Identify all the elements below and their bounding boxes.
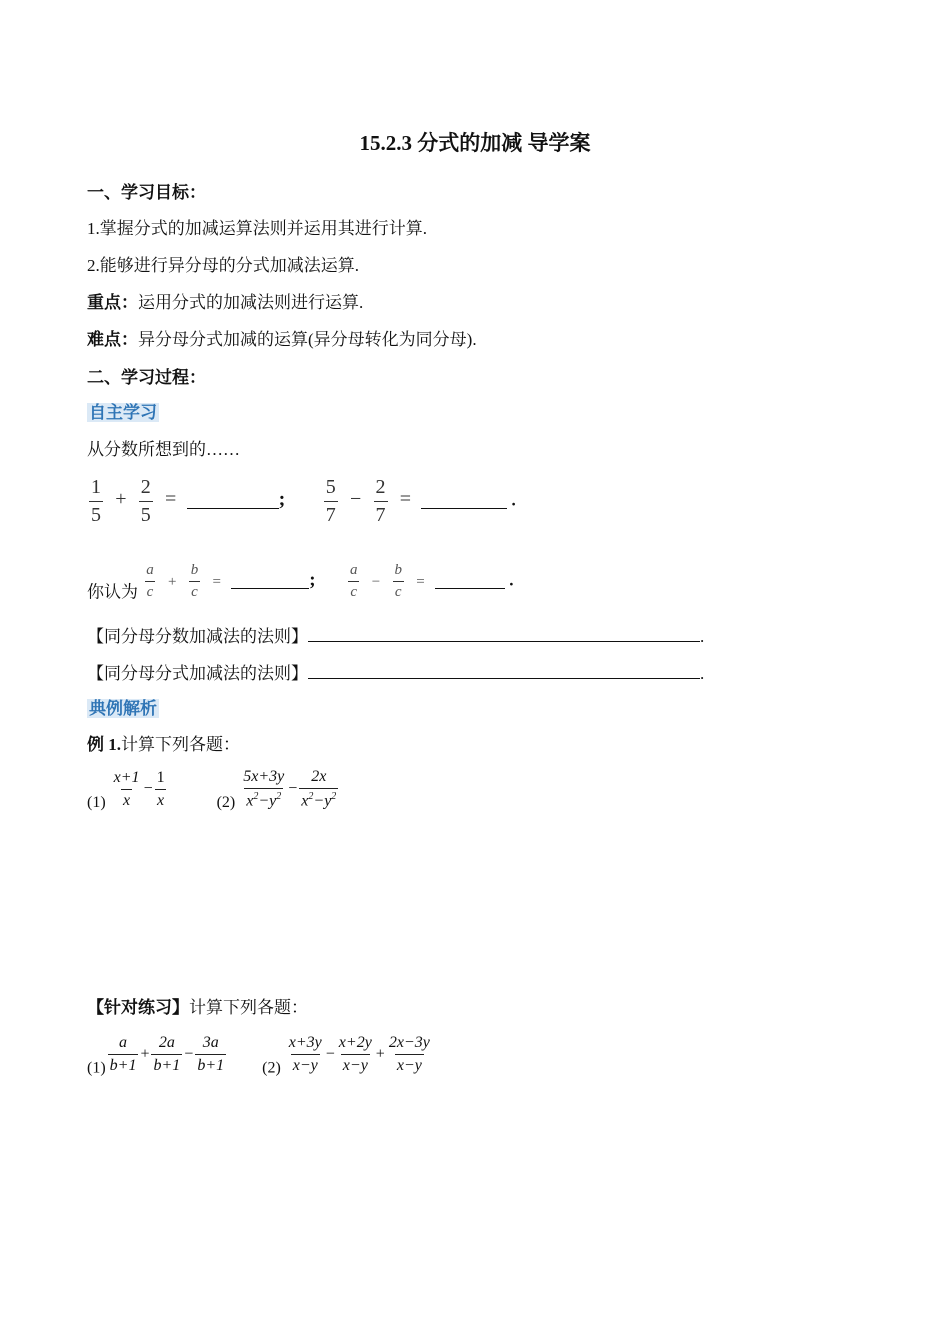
period-mark: . xyxy=(511,490,516,510)
section-heading-goals: 一、学习目标： xyxy=(87,183,206,202)
page-title: 15.2.3 分式的加减 导学案 xyxy=(359,131,591,155)
fraction-x-plus-3y: $\frac{x+3y}{x-y}$ xyxy=(288,1034,322,1075)
numeric-fraction-row xyxy=(87,476,516,527)
minus-sign-6: − xyxy=(325,1045,335,1063)
plus-sign-4: + xyxy=(375,1045,385,1063)
rule-fraction-blank[interactable] xyxy=(308,623,700,642)
fraction-a-over-b-plus-1: $\frac{a}{b+1}$ xyxy=(109,1034,137,1075)
equals-sign-2: = xyxy=(399,488,412,511)
fraction-a-c-2: $\frac{a}{c}$ xyxy=(350,562,358,601)
self-study-heading xyxy=(87,401,159,425)
section-heading-process: 二、学习过程： xyxy=(87,368,206,387)
fraction-b-c: $\frac{b}{c}$ xyxy=(190,562,199,601)
rule-algebraic-blank[interactable] xyxy=(308,660,700,679)
practice-part-1-label: (1) xyxy=(87,1059,106,1077)
semicolon: ; xyxy=(278,488,286,511)
example-1-expressions xyxy=(87,768,340,812)
fraction-1-5: $\frac{1}{5}$ xyxy=(91,476,101,526)
difficult-point-text: 异分母分式加减的运算(异分母转化为同分母). xyxy=(138,330,477,349)
answer-blank-3[interactable] xyxy=(231,574,309,589)
fraction-x-plus-1-over-x: $\frac{x+1}{x}$ xyxy=(113,768,140,810)
practice-line xyxy=(87,996,308,1020)
semicolon-2: ; xyxy=(309,569,316,591)
rule-fraction-line xyxy=(87,623,704,649)
plus-sign-2: + xyxy=(168,573,177,590)
rule-algebraic-label: 【同分母分式加减法的法则】 xyxy=(87,664,308,683)
intro-text: 从分数所想到的…… xyxy=(87,440,240,459)
plus-sign-3: + xyxy=(140,1045,150,1063)
practice-text: 计算下列各题： xyxy=(189,998,308,1017)
fraction-5x-plus-3y: $\frac{5x+3y}{x^2-y^2}$ xyxy=(243,768,285,810)
rule-algebraic-line xyxy=(87,660,704,686)
difficult-point xyxy=(87,328,477,352)
minus-sign: − xyxy=(349,488,362,511)
key-point-text: 运用分式的加减法则进行运算. xyxy=(138,293,364,312)
self-study-label: 自主学习 xyxy=(89,403,157,422)
goal-1: 1.掌握分式的加减运算法则并运用其进行计算. xyxy=(87,219,427,238)
period-mark-2: . xyxy=(509,570,514,590)
examples-label: 典例解析 xyxy=(89,699,157,718)
example-1-text: 计算下列各题： xyxy=(121,735,240,754)
rule-fraction-label: 【同分母分数加减法的法则】 xyxy=(87,627,308,646)
fraction-2x-minus-3y: $\frac{2x-3y}{x-y}$ xyxy=(388,1034,430,1075)
plus-sign: + xyxy=(115,488,127,511)
you-think-text: 你认为 xyxy=(87,582,138,602)
fraction-3a-over-b-plus-1: $\frac{3a}{b+1}$ xyxy=(197,1034,225,1075)
example-1-part-1-label: (1) xyxy=(87,794,106,812)
equals-sign-4: = xyxy=(416,573,425,590)
answer-blank-2[interactable] xyxy=(421,494,507,509)
practice-expressions xyxy=(87,1034,434,1078)
fraction-x-plus-2y: $\frac{x+2y}{x-y}$ xyxy=(338,1034,372,1075)
example-1-part-2-label: (2) xyxy=(216,794,236,812)
example-1-label: 例 1. xyxy=(87,735,121,754)
rule-fraction-period: . xyxy=(700,627,705,646)
minus-sign-3: − xyxy=(143,780,153,798)
practice-part-2-label: (2) xyxy=(262,1059,281,1077)
algebraic-fraction-row xyxy=(87,562,513,603)
key-point xyxy=(87,291,363,315)
minus-sign-5: − xyxy=(184,1045,194,1063)
fraction-a-c: $\frac{a}{c}$ xyxy=(146,562,154,601)
example-1-line xyxy=(87,733,240,757)
practice-label: 【针对练习】 xyxy=(87,998,189,1017)
answer-blank-4[interactable] xyxy=(435,574,505,589)
minus-sign-4: − xyxy=(288,780,298,798)
equals-sign: = xyxy=(165,488,177,511)
fraction-1-over-x: $\frac{1}{x}$ xyxy=(156,768,165,810)
rule-algebraic-period: . xyxy=(700,664,705,683)
minus-sign-2: − xyxy=(371,573,381,590)
answer-blank-1[interactable] xyxy=(187,494,279,509)
examples-heading xyxy=(87,697,159,721)
fraction-2x: $\frac{2x}{x^2-y^2}$ xyxy=(301,768,337,810)
fraction-b-c-2: $\frac{b}{c}$ xyxy=(394,562,402,601)
key-point-label: 重点： xyxy=(87,293,138,312)
difficult-point-label: 难点： xyxy=(87,330,138,349)
fraction-5-7: $\frac{5}{7}$ xyxy=(325,476,336,526)
fraction-2a-over-b-plus-1: $\frac{2a}{b+1}$ xyxy=(153,1034,181,1075)
fraction-2-7: $\frac{2}{7}$ xyxy=(375,476,386,526)
fraction-2-5: $\frac{2}{5}$ xyxy=(140,476,151,526)
goal-2: 2.能够进行异分母的分式加减法运算. xyxy=(87,256,359,275)
equals-sign-3: = xyxy=(212,573,221,590)
